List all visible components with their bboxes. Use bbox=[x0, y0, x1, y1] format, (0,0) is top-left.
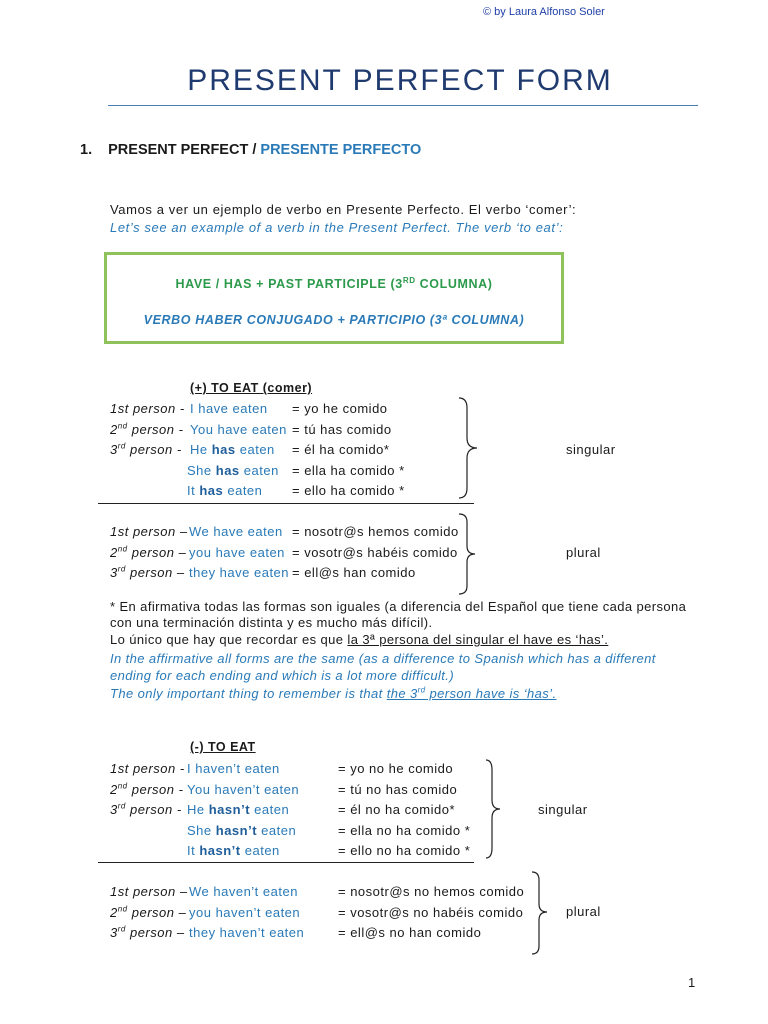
example-en: It hasn’t eaten bbox=[187, 843, 280, 858]
translation-es: = ello no ha comido * bbox=[338, 843, 471, 858]
example-en bbox=[189, 565, 289, 580]
example-text: you have eaten bbox=[189, 544, 285, 560]
section-title-en: PRESENT PERFECT / bbox=[108, 142, 257, 158]
example-en bbox=[189, 545, 285, 560]
translation-es: = ella ha comido * bbox=[292, 462, 405, 478]
section-heading bbox=[80, 142, 421, 158]
person-label: 2nd person – bbox=[110, 904, 187, 920]
translation-es: = nosotr@s hemos comido bbox=[292, 524, 459, 539]
section-title-es: PRESENTE PERFECTO bbox=[260, 142, 422, 158]
example-en: It has eaten bbox=[187, 483, 263, 498]
translation-es: = ello ha comido * bbox=[292, 483, 405, 498]
person-label: 2nd person – bbox=[110, 544, 187, 560]
negative-plural-brace bbox=[528, 870, 558, 956]
negative-plural-label: plural bbox=[566, 904, 601, 919]
example-en: He hasn’t eaten bbox=[187, 802, 290, 817]
intro-es: Vamos a ver un ejemplo de verbo en Presente Perfecto. El verbo ‘comer’: bbox=[110, 202, 577, 217]
person-label: 3rd person – bbox=[110, 564, 185, 580]
note-en-line-1: In the affirmative all forms are the same (as a difference to Spanish which has a different bbox=[110, 651, 656, 666]
example-en: You have eaten bbox=[190, 421, 287, 437]
example-en: He has eaten bbox=[190, 442, 275, 457]
example-en: She hasn’t eaten bbox=[187, 822, 297, 838]
person-label: 1st person – bbox=[110, 884, 188, 899]
negative-heading: (-) TO EAT bbox=[190, 740, 256, 754]
affirmative-divider bbox=[98, 503, 474, 504]
affirmative-singular-label: singular bbox=[566, 442, 616, 457]
formula-box bbox=[104, 252, 564, 344]
note-en-line-3: The only important thing to remember is that the 3rd person have is ‘has’. bbox=[110, 685, 557, 701]
example-en: I haven’t eaten bbox=[187, 761, 280, 776]
negative-singular-label: singular bbox=[538, 802, 588, 817]
negative-divider bbox=[98, 862, 474, 863]
translation-es: = tú no has comido bbox=[338, 781, 458, 797]
example-en bbox=[189, 925, 304, 940]
translation-es: = nosotr@s no hemos comido bbox=[338, 884, 525, 899]
example-text: you haven’t eaten bbox=[189, 904, 301, 920]
translation-es: = tú has comido bbox=[292, 421, 392, 437]
person-label: 2nd person - bbox=[110, 421, 184, 437]
title-divider bbox=[108, 105, 698, 106]
example-text: they have eaten bbox=[189, 565, 290, 580]
translation-es: = vosotr@s no habéis comido bbox=[338, 904, 524, 920]
example-en bbox=[189, 524, 283, 539]
translation-es: = ell@s no han comido bbox=[338, 925, 482, 940]
page-title: PRESENT PERFECT FORM bbox=[187, 64, 613, 97]
note-es-line-1: * En afirmativa todas las formas son iguales (a diferencia del Español que tiene cada persona bbox=[110, 599, 687, 614]
note-es-line-2: con una terminación distinta y es mucho más difícil). bbox=[110, 615, 433, 630]
translation-es: = él ha comido* bbox=[292, 442, 390, 457]
affirmative-plural-label: plural bbox=[566, 545, 601, 560]
section-number: 1. bbox=[80, 142, 93, 158]
example-en: I have eaten bbox=[190, 401, 268, 416]
person-label: 3rd person - bbox=[110, 441, 182, 457]
example-en: She has eaten bbox=[187, 462, 279, 478]
translation-es: = ella no ha comido * bbox=[338, 822, 471, 838]
example-en: You haven’t eaten bbox=[187, 781, 300, 797]
person-label: 1st person - bbox=[110, 401, 185, 416]
person-label: 1st person – bbox=[110, 524, 188, 539]
example-en bbox=[189, 884, 298, 899]
copyright-notice: © by Laura Alfonso Soler bbox=[483, 6, 605, 18]
note-en-line-2: ending for each ending and which is a lot more difficult.) bbox=[110, 668, 455, 683]
person-label: 2nd person - bbox=[110, 781, 184, 797]
translation-es: = él no ha comido* bbox=[338, 802, 456, 817]
example-en bbox=[189, 905, 300, 920]
plural-brace bbox=[455, 512, 485, 596]
formula-en: HAVE / HAS + PAST PARTICIPLE (3RD COLUMNA) bbox=[175, 275, 493, 291]
person-label: 3rd person – bbox=[110, 924, 185, 940]
translation-es: = vosotr@s habéis comido bbox=[292, 544, 458, 560]
affirmative-heading: (+) TO EAT (comer) bbox=[190, 381, 313, 395]
translation-es: = ell@s han comido bbox=[292, 565, 416, 580]
person-label: 3rd person - bbox=[110, 801, 182, 817]
formula-es: VERBO HABER CONJUGADO + PARTICIPIO (3ª COLUMNA) bbox=[143, 313, 525, 327]
person-label: 1st person - bbox=[110, 761, 185, 776]
translation-es: = yo no he comido bbox=[338, 761, 454, 776]
singular-brace bbox=[455, 396, 485, 500]
example-text: We haven’t eaten bbox=[189, 884, 298, 899]
intro-en: Let’s see an example of a verb in the Present Perfect. The verb ‘to eat’: bbox=[110, 220, 564, 235]
example-text: We have eaten bbox=[189, 524, 283, 539]
translation-es: = yo he comido bbox=[292, 401, 388, 416]
note-es-line-3: Lo único que hay que recordar es que la 3ª persona del singular el have es ‘has’. bbox=[110, 632, 609, 647]
page-number: 1 bbox=[688, 975, 696, 990]
example-text: they haven’t eaten bbox=[189, 925, 305, 940]
negative-singular-brace bbox=[482, 758, 512, 860]
